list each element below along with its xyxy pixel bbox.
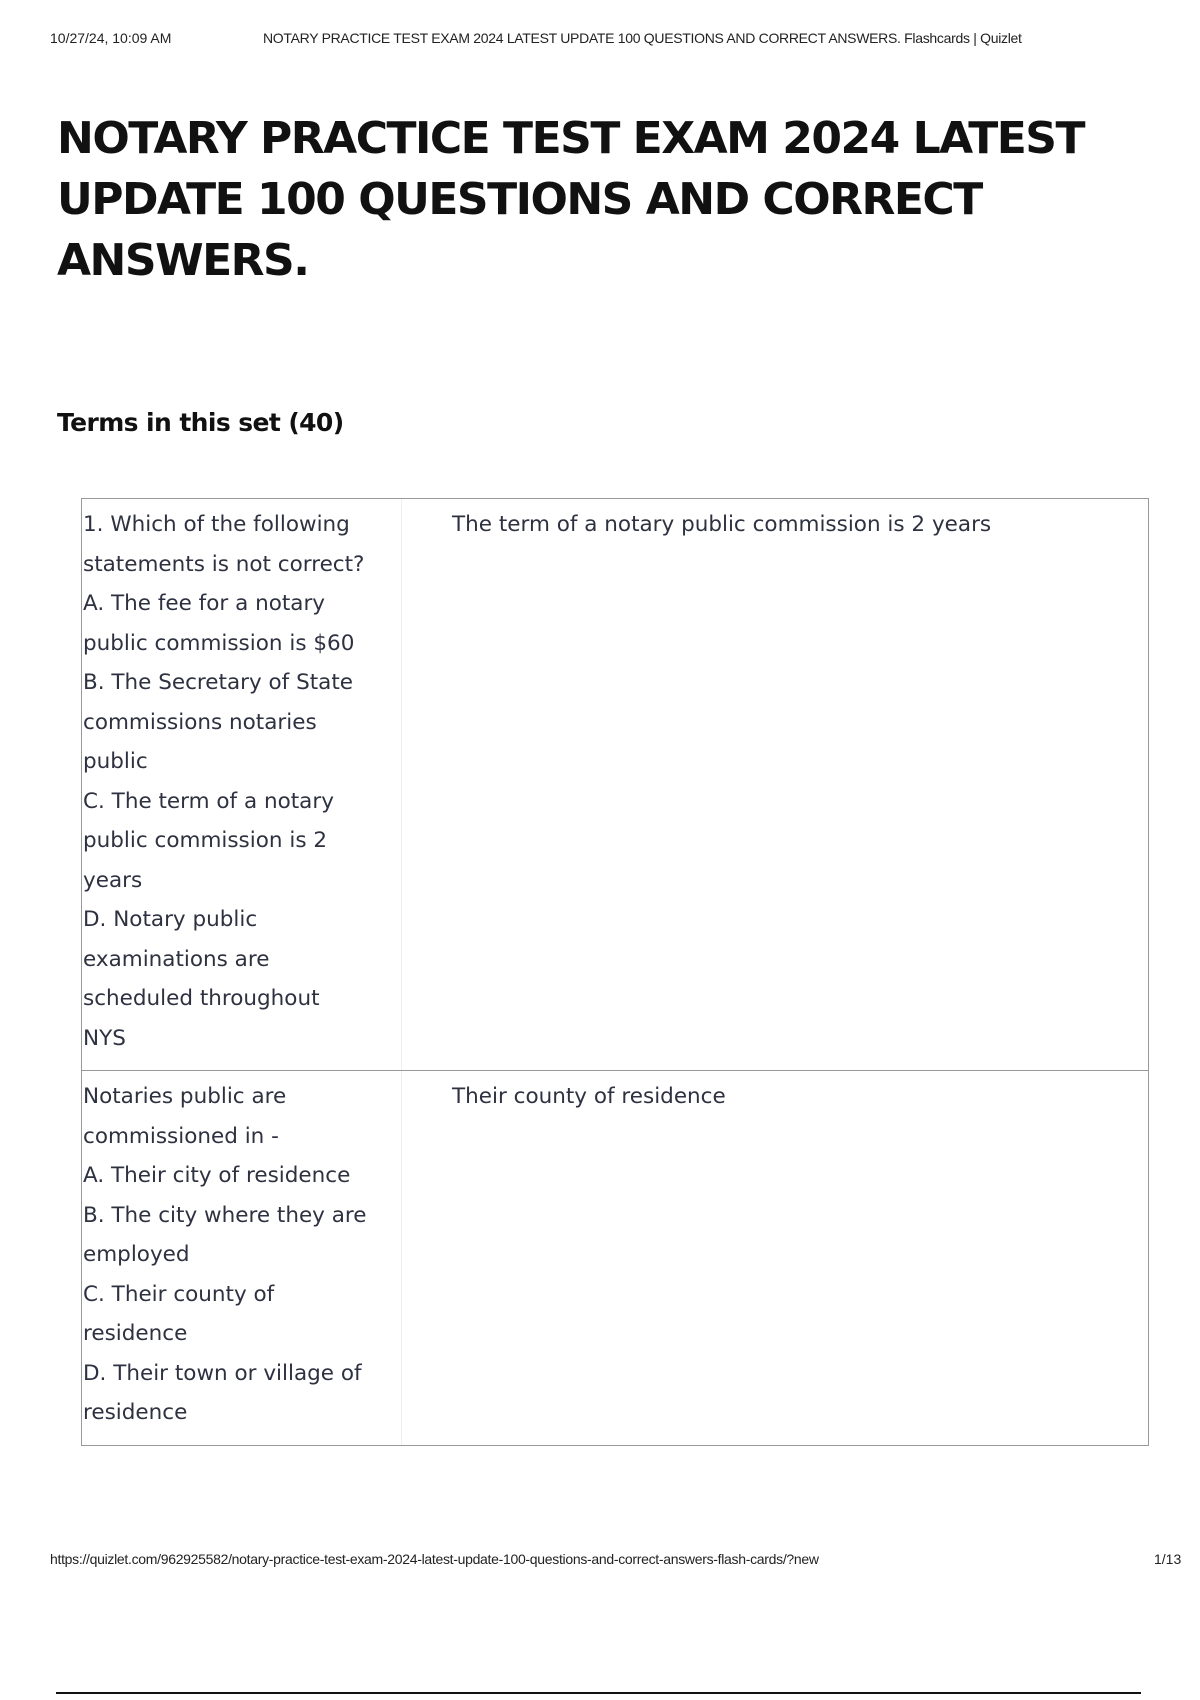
page-number: 1/13	[1154, 1551, 1182, 1567]
print-url: https://quizlet.com/962925582/notary-practice-test-exam-2024-latest-update-100-questions-and-correct-answers-flash-cards/?new	[50, 1551, 819, 1567]
card-row	[82, 1071, 1148, 1445]
card-row	[82, 499, 1148, 1071]
print-date: 10/27/24, 10:09 AM	[50, 30, 172, 46]
card-definition: Their county of residence	[452, 1084, 726, 1109]
terms-table	[81, 498, 1149, 1446]
card-term: 1. Which of the following statements is not correct? A. The fee for a notary public commission is $60 B. The Secretary of State commissions notaries public C. The term of a notary public commission is 2 years D. Notary public examinations are scheduled throughout NYS	[82, 499, 402, 1070]
print-page-title: NOTARY PRACTICE TEST EXAM 2024 LATEST UPDATE 100 QUESTIONS AND CORRECT ANSWERS. Flashcards | Quizlet	[263, 30, 1022, 46]
set-title: NOTARY PRACTICE TEST EXAM 2024 LATEST UPDATE 100 QUESTIONS AND CORRECT ANSWERS.	[57, 113, 1085, 286]
divider	[56, 1692, 1141, 1694]
card-term: Notaries public are commissioned in - A. Their city of residence B. The city where they are employed C. Their county of residence D. Their town or village of residence	[82, 1071, 402, 1445]
card-definition: The term of a notary public commission is 2 years	[452, 512, 992, 537]
terms-heading: Terms in this set (40)	[57, 408, 344, 437]
